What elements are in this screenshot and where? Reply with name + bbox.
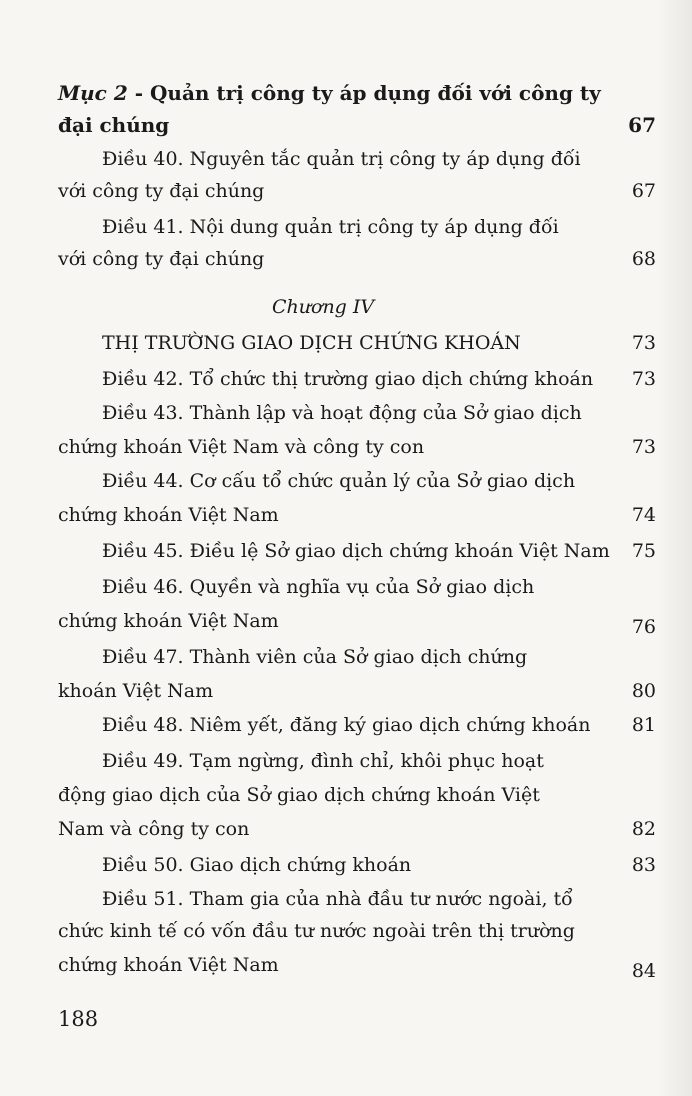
- toc-entry-cont: [0, 430, 692, 464]
- entry-page: 67: [631, 180, 656, 202]
- section-label: Mục 2: [58, 81, 128, 105]
- entry-text: Điều 40. Nguyên tắc quản trị công ty áp dụng đối: [102, 148, 581, 170]
- page-number: 188: [58, 1007, 99, 1031]
- entry-text: chứng khoán Việt Nam: [58, 610, 279, 632]
- entry-page: 80: [631, 680, 656, 702]
- toc-entry: [0, 362, 692, 396]
- entry-text: động giao dịch của Sở giao dịch chứng khoán Việt: [58, 784, 540, 806]
- entry-text: chức kinh tế có vốn đầu tư nước ngoài trên thị trường: [58, 920, 575, 942]
- entry-text: chứng khoán Việt Nam và công ty con: [58, 436, 425, 458]
- toc-entry: [0, 640, 692, 674]
- entry-page: 73: [631, 436, 656, 458]
- entry-text: chứng khoán Việt Nam: [58, 504, 279, 526]
- section-heading-cont: [0, 108, 692, 142]
- chapter-label: Chương IV: [272, 296, 375, 318]
- entry-page: 83: [631, 854, 656, 876]
- toc-entry: [0, 396, 692, 430]
- toc-entry-cont: [0, 914, 692, 948]
- toc-entry-cont: [0, 948, 692, 982]
- toc-entry-cont: [0, 778, 692, 812]
- section-title-line1: - Quản trị công ty áp dụng đối với công ty: [127, 81, 601, 105]
- toc-entry: [0, 848, 692, 882]
- entry-text: Điều 48. Niêm yết, đăng ký giao dịch chứng khoán: [102, 714, 591, 736]
- chapter-page: 73: [631, 332, 656, 354]
- entry-text: Điều 43. Thành lập và hoạt động của Sở giao dịch: [102, 402, 582, 424]
- section-page: 67: [628, 113, 656, 137]
- entry-text: Nam và công ty con: [58, 818, 250, 840]
- entry-page: 75: [631, 540, 656, 562]
- section-title-line2: đại chúng: [58, 113, 170, 137]
- entry-text: Điều 44. Cơ cấu tổ chức quản lý của Sở giao dịch: [102, 470, 576, 492]
- toc-entry: [0, 708, 692, 742]
- entry-text: với công ty đại chúng: [58, 248, 265, 270]
- entry-text: Điều 51. Tham gia của nhà đầu tư nước ngoài, tổ: [102, 888, 573, 910]
- toc-entry-cont: [0, 812, 692, 846]
- entry-page: 84: [631, 960, 656, 982]
- toc-entry-cont: [0, 242, 692, 276]
- toc-entry: [0, 210, 692, 244]
- entry-text: Điều 46. Quyền và nghĩa vụ của Sở giao dịch: [102, 576, 535, 598]
- toc-entry: [0, 464, 692, 498]
- entry-text: Điều 45. Điều lệ Sở giao dịch chứng khoán Việt Nam: [102, 540, 610, 562]
- entry-text: khoán Việt Nam: [58, 680, 214, 702]
- chapter-label-line: [0, 290, 692, 324]
- toc-entry: [0, 534, 692, 568]
- entry-page: 76: [631, 616, 656, 638]
- entry-text: Điều 47. Thành viên của Sở giao dịch chứng: [102, 646, 528, 668]
- toc-entry: [0, 142, 692, 176]
- entry-text: Điều 50. Giao dịch chứng khoán: [102, 854, 412, 876]
- section-heading: [0, 76, 692, 110]
- entry-page: 73: [631, 368, 656, 390]
- chapter-title: THỊ TRƯỜNG GIAO DỊCH CHỨNG KHOÁN: [102, 332, 521, 354]
- entry-text: chứng khoán Việt Nam: [58, 954, 279, 976]
- entry-text: Điều 49. Tạm ngừng, đình chỉ, khôi phục hoạt: [102, 750, 544, 772]
- toc-entry: [0, 744, 692, 778]
- toc-entry-cont: [0, 604, 692, 638]
- toc-entry-cont: [0, 498, 692, 532]
- entry-text: Điều 41. Nội dung quản trị công ty áp dụng đối: [102, 216, 559, 238]
- entry-text: Điều 42. Tổ chức thị trường giao dịch chứng khoán: [102, 368, 594, 390]
- toc-entry: [0, 882, 692, 916]
- entry-page: 68: [631, 248, 656, 270]
- entry-text: với công ty đại chúng: [58, 180, 265, 202]
- entry-page: 82: [631, 818, 656, 840]
- toc-entry-cont: [0, 174, 692, 208]
- chapter-title-line: [0, 326, 692, 360]
- entry-page: 81: [631, 714, 656, 736]
- entry-page: 74: [631, 504, 656, 526]
- toc-entry: [0, 570, 692, 604]
- toc-entry-cont: [0, 674, 692, 708]
- binding-shadow: [656, 0, 692, 1096]
